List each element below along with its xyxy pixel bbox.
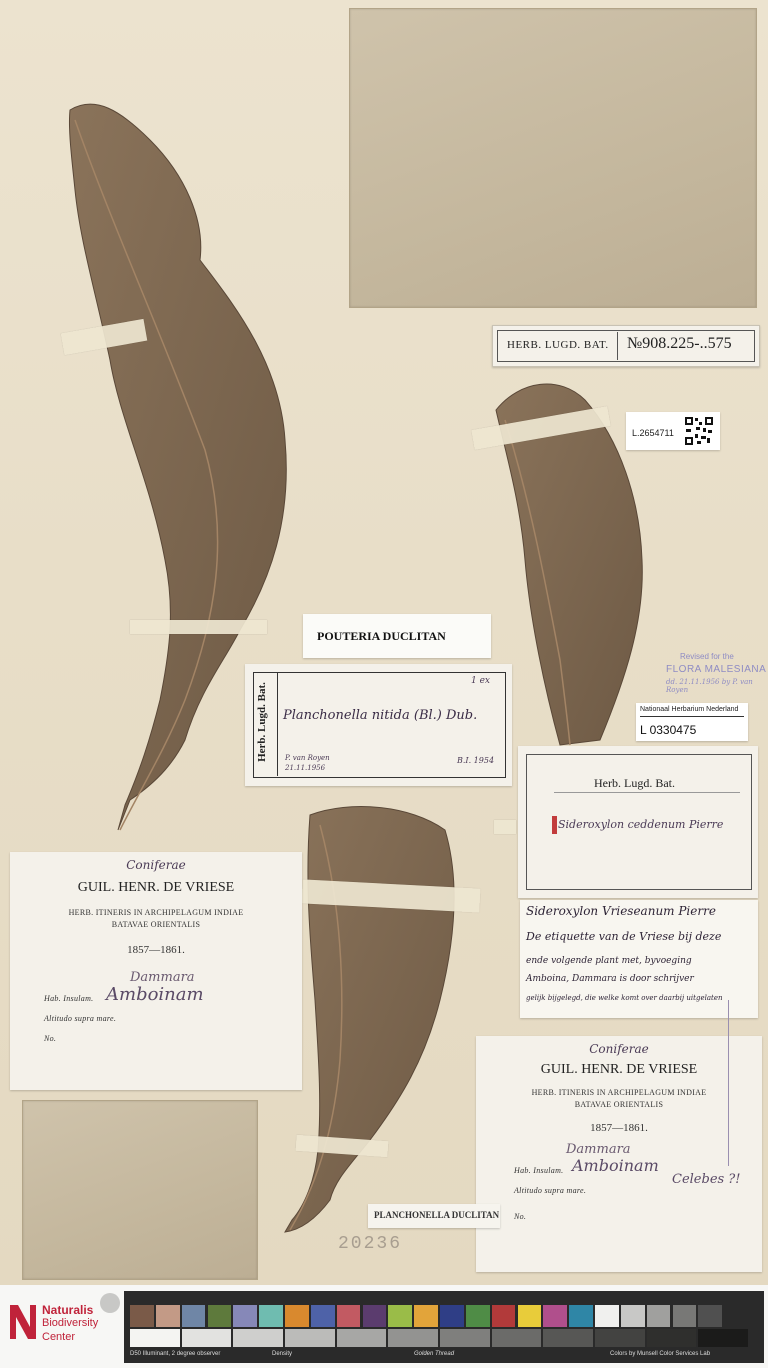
color-swatch: [156, 1305, 180, 1327]
gray-patch: [698, 1329, 748, 1347]
leaf-3: [285, 807, 454, 1232]
color-swatch: [466, 1305, 490, 1327]
gray-patch: [337, 1329, 387, 1347]
color-swatch: [595, 1305, 619, 1327]
color-swatch: [414, 1305, 438, 1327]
bottom-name-label: [368, 1204, 500, 1228]
determination-text: POUTERIA DUCLITAN: [317, 629, 446, 643]
herb-label-name: Planchonella nitida (Bl.) Dub.: [283, 708, 478, 723]
vriese-label-right: [476, 1036, 762, 1272]
logo-line2: Biodiversity: [42, 1317, 99, 1329]
nat-herb-label: [636, 703, 748, 741]
vriese-left-years: 1857—1861.: [127, 944, 185, 956]
stamp-line1: Revised for the: [680, 652, 734, 661]
color-swatch: [569, 1305, 593, 1327]
herb-label-2-title: Herb. Lugd. Bat.: [594, 776, 675, 790]
qr-label-code: L.2654711: [632, 428, 674, 438]
naturalis-n-icon: [8, 1301, 38, 1341]
note-line-5: gelijk bijgelegd, die welke komt over daarbij uitgelaten: [526, 994, 723, 1002]
vriese-label-left: [10, 852, 302, 1090]
color-swatch: [130, 1305, 154, 1327]
pencil-line: [728, 1000, 729, 1166]
gray-target-circle: [100, 1293, 120, 1313]
vriese-left-hab-value: Amboinam: [106, 984, 204, 1005]
vriese-left-hab-label: Hab. Insulam.: [44, 994, 94, 1003]
barcode-label-prefix: HERB. LUGD. BAT.: [507, 339, 609, 351]
note-line-3: ende volgende plant met, byvoeging: [526, 956, 692, 966]
herb-label-collector: P. van Royen: [285, 754, 330, 762]
vriese-left-line1: HERB. ITINERIS IN ARCHIPELAGUM INDIAE: [68, 908, 244, 917]
color-swatch: [492, 1305, 516, 1327]
gray-patch: [543, 1329, 593, 1347]
note-line-4: Amboina, Dammara is door schrijver: [526, 974, 694, 984]
gray-patch: [233, 1329, 283, 1347]
gray-patch: [182, 1329, 232, 1347]
caption-density: Density: [272, 1351, 293, 1357]
handwritten-note-label: [520, 900, 758, 1018]
gray-patch: [388, 1329, 438, 1347]
caption-left: D50 Illuminant, 2 degree observer: [130, 1351, 221, 1357]
footer-bar: [0, 1285, 768, 1368]
color-swatch: [698, 1305, 722, 1327]
color-swatch: [543, 1305, 567, 1327]
vriese-left-genus: Dammara: [130, 970, 195, 985]
color-swatch: [259, 1305, 283, 1327]
red-mark: [552, 816, 557, 834]
stamp-line3: dd. 21.11.1956 by P. van Royen: [666, 678, 753, 694]
herb-label-ref: B.I. 1954: [457, 756, 495, 765]
color-swatch: [724, 1305, 748, 1327]
herb-label-corner-note: 1 ex: [471, 676, 490, 686]
sheet-number: 20236: [338, 1234, 403, 1254]
bottom-name-text: PLANCHONELLA DUCLITAN: [374, 1210, 500, 1220]
color-swatch: [518, 1305, 542, 1327]
vriese-right-note: Celebes ?!: [672, 1172, 741, 1187]
logo-line1: Naturalis: [42, 1303, 94, 1317]
vriese-right-years: 1857—1861.: [590, 1122, 648, 1134]
flora-malesiana-stamp: [636, 652, 768, 696]
gray-patch: [595, 1329, 645, 1347]
qr-label: [626, 412, 720, 450]
color-swatch: [233, 1305, 257, 1327]
color-swatch: [337, 1305, 361, 1327]
note-line-2: De etiquette van de Vriese bij deze: [526, 930, 722, 943]
gray-patch: [285, 1329, 335, 1347]
vriese-left-alt-label: Altitudo supra mare.: [44, 1014, 117, 1023]
vriese-right-hab-label: Hab. Insulam.: [514, 1166, 564, 1175]
vriese-right-genus: Dammara: [566, 1142, 631, 1157]
color-swatch: [647, 1305, 671, 1327]
vriese-left-family: Coniferae: [126, 858, 186, 872]
stamp-line2: FLORA MALESIANA: [666, 664, 767, 675]
vriese-right-hab-value: Amboinam: [572, 1156, 659, 1175]
color-swatch: [388, 1305, 412, 1327]
note-line-1: Sideroxylon Vrieseanum Pierre: [526, 904, 716, 918]
color-swatch: [673, 1305, 697, 1327]
barcode-label: [492, 325, 760, 367]
herb-label-date: 21.11.1956: [285, 764, 326, 772]
gray-patch: [647, 1329, 697, 1347]
herb-label-planchonella: [245, 664, 512, 786]
determination-label: [303, 614, 491, 658]
vriese-left-line2: BATAVAE ORIENTALIS: [111, 920, 201, 929]
vriese-right-line2: BATAVAE ORIENTALIS: [574, 1100, 664, 1109]
qr-code-icon: [684, 416, 714, 446]
logo-line3: Center: [42, 1331, 76, 1343]
barcode-label-number: №908.225-..575: [627, 335, 732, 352]
color-swatch: [621, 1305, 645, 1327]
color-swatch: [208, 1305, 232, 1327]
vriese-right-line1: HERB. ITINERIS IN ARCHIPELAGUM INDIAE: [531, 1088, 707, 1097]
colorchecker-card: [124, 1291, 764, 1363]
herb-label-2-name: Sideroxylon ceddenum Pierre: [558, 818, 724, 831]
gray-patch: [492, 1329, 542, 1347]
vriese-right-no-label: No.: [514, 1212, 527, 1221]
color-swatch: [363, 1305, 387, 1327]
nat-herb-code: L 0330475: [640, 723, 697, 737]
gray-patch: [130, 1329, 180, 1347]
tape-strip: [494, 820, 516, 834]
color-swatch: [285, 1305, 309, 1327]
color-swatch: [182, 1305, 206, 1327]
vriese-right-alt-label: Altitudo supra mare.: [514, 1186, 587, 1195]
tape-strip: [130, 620, 267, 634]
color-swatch: [440, 1305, 464, 1327]
color-swatch: [311, 1305, 335, 1327]
vriese-right-family: Coniferae: [589, 1042, 649, 1056]
vriese-right-title: GUIL. HENR. DE VRIESE: [540, 1062, 698, 1077]
vriese-left-title: GUIL. HENR. DE VRIESE: [77, 880, 235, 895]
herb-label-side-text: Herb. Lugd. Bat.: [256, 682, 268, 762]
nat-herb-title: Nationaal Herbarium Nederland: [640, 706, 739, 713]
vriese-left-no-label: No.: [44, 1034, 57, 1043]
herb-label-sideroxylon: [518, 746, 758, 898]
caption-right: Colors by Munsell Color Services Lab: [610, 1351, 711, 1357]
caption-golden-thread: Golden Thread: [414, 1351, 455, 1357]
gray-patch: [440, 1329, 490, 1347]
